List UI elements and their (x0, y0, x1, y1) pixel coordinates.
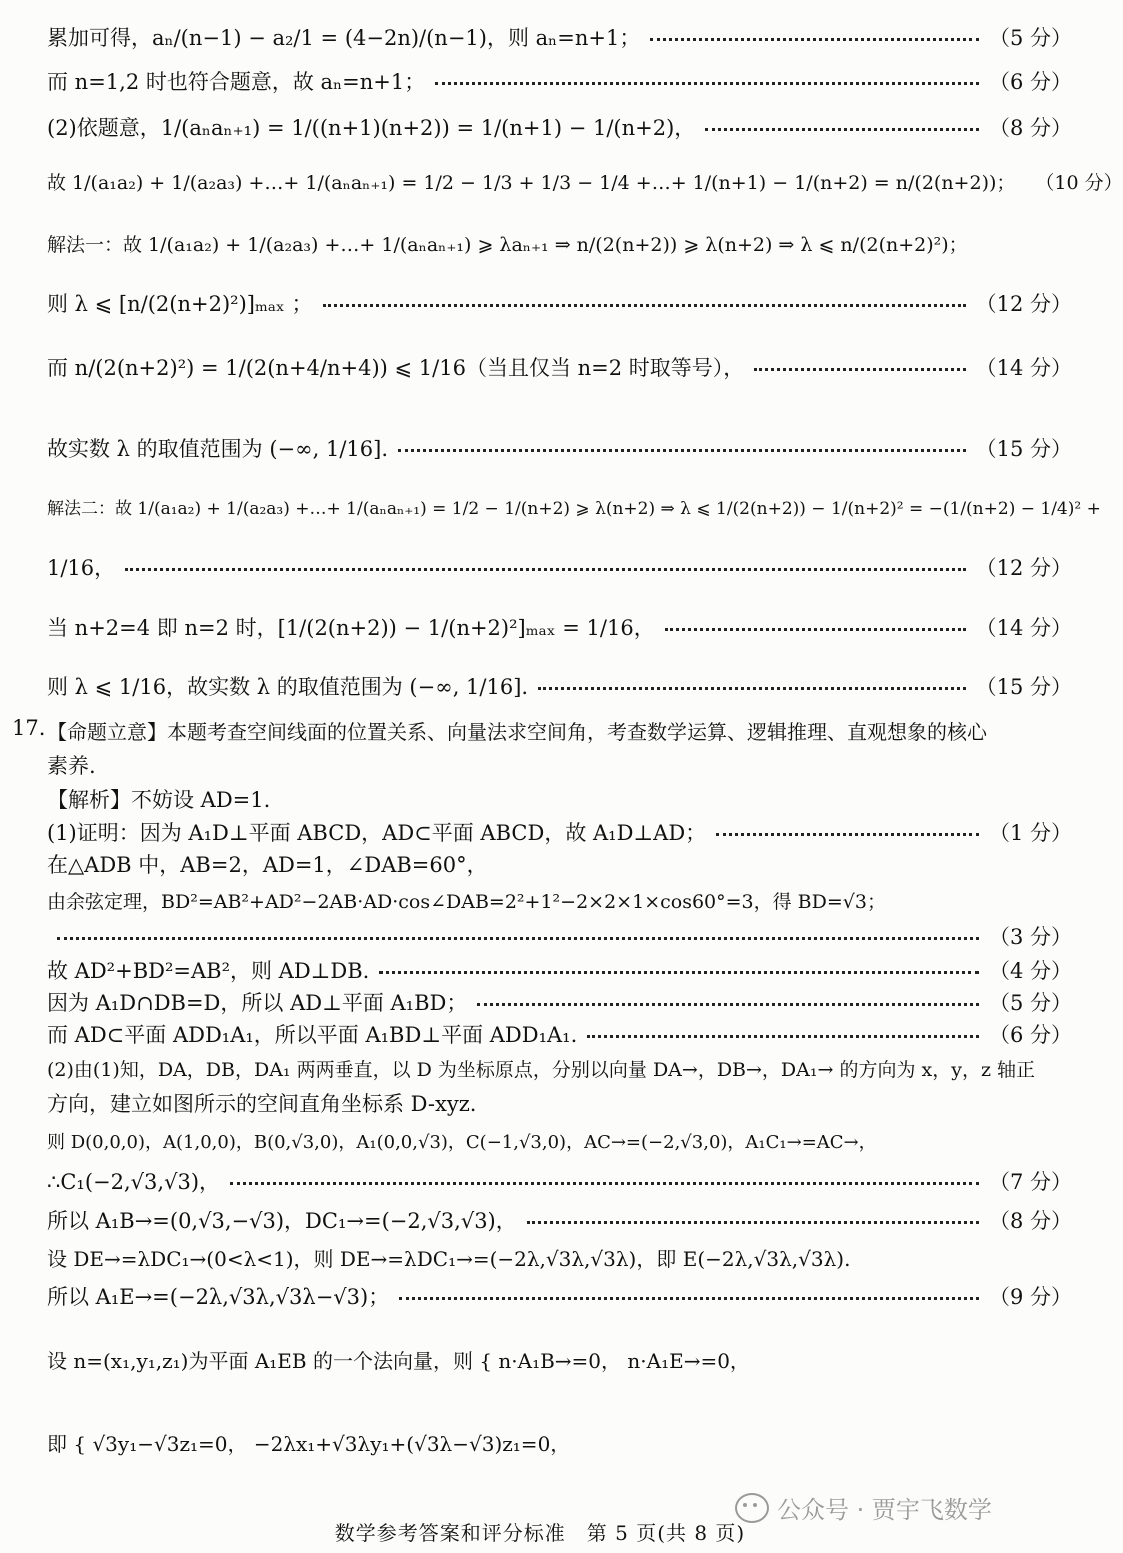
analysis-heading: 【解析】不妨设 AD=1. (47, 788, 271, 812)
score-label: （12 分） (975, 556, 1072, 580)
solution-line: 而 n=1,2 时也符合题意，故 aₙ=n+1； （6 分） (47, 66, 1072, 96)
score-label: （7 分） (988, 1170, 1072, 1194)
score-label: （9 分） (988, 1285, 1072, 1309)
watermark: 公众号 · 贾宇飞数学 (735, 1490, 992, 1525)
solution-line: 故 AD²+BD²=AB²，则 AD⊥DB. （4 分） (47, 955, 1072, 985)
solution-line: 设 DE→=λDC₁→(0<λ<1)，则 DE→=λDC₁→=(−2λ,√3λ,√3λ)，即 E(−2λ,√3λ,√3λ). (47, 1247, 851, 1271)
score-label: （3 分） (988, 925, 1072, 949)
score-label: （1 分） (988, 821, 1072, 845)
score-label: （5 分） (988, 991, 1072, 1015)
solution-line: (1)证明：因为 A₁D⊥平面 ABCD，AD⊂平面 ABCD，故 A₁D⊥AD； （1 分） (47, 817, 1072, 847)
solution-line: 而 AD⊂平面 ADD₁A₁，所以平面 A₁BD⊥平面 ADD₁A₁. （6 分） (47, 1019, 1072, 1049)
score-label: （8 分） (988, 116, 1072, 140)
solution-line: 1/16， （12 分） (47, 552, 1072, 582)
solution-line: 所以 A₁E→=(−2λ,√3λ,√3λ−√3)； （9 分） (47, 1281, 1072, 1311)
solution-line: 则 D(0,0,0)，A(1,0,0)，B(0,√3,0)，A₁(0,0,√3)，C(−1,√3,0)，AC→=(−2,√3,0)，A₁C₁→=AC→， (47, 1132, 877, 1153)
score-label: （15 分） (975, 675, 1072, 699)
solution-line: 故实数 λ 的取值范围为 (−∞, 1/16]. （15 分） (47, 433, 1072, 463)
solution-line (47, 921, 1072, 951)
solution-line: 则 λ ⩽ [n/(2(n+2)²)]ₘₐₓ ； （12 分） (47, 288, 1072, 318)
solution-line: (2)由(1)知，DA，DB，DA₁ 两两垂直，以 D 为坐标原点，分别以向量 DA→，DB→，DA₁→ 的方向为 x，y，z 轴正 (47, 1059, 1036, 1081)
solution-line: 解法二：故 1/(a₁a₂) + 1/(a₂a₃) +…+ 1/(aₙaₙ₊₁) = 1/2 − 1/(n+2) ⩾ λ(n+2) ⇒ λ ⩽ 1/(2(n+2)) − 1/(n+2)² = −(1/(n+2) − 1/4)² + (47, 499, 1101, 519)
solution-line: (2)依题意，1/(aₙaₙ₊₁) = 1/((n+1)(n+2)) = 1/(n+1) − 1/(n+2)， （8 分） (47, 112, 1072, 142)
solution-line: 累加可得，aₙ/(n−1) − a₂/1 = (4−2n)/(n−1)，则 aₙ=n+1； （5 分） (47, 22, 1072, 52)
score-label: （4 分） (988, 959, 1072, 983)
intent-line: 【命题立意】本题考查空间线面的位置关系、向量法求空间角，考查数学运算、逻辑推理、直观想象的核心 (47, 720, 987, 744)
page-footer: 数学参考答案和评分标准 第 5 页(共 8 页) (334, 1521, 746, 1545)
solution-line: 因为 A₁D∩DB=D，所以 AD⊥平面 A₁BD； （5 分） (47, 987, 1072, 1017)
score-label: （14 分） (975, 356, 1072, 380)
solution-line: 解法一：故 1/(a₁a₂) + 1/(a₂a₃) +…+ 1/(aₙaₙ₊₁) ⩾ λaₙ₊₁ ⇒ n/(2(n+2)) ⩾ λ(n+2) ⇒ λ ⩽ n/(2(n+2)²)； (47, 234, 968, 256)
score-label: （15 分） (975, 437, 1072, 461)
score-label: （8 分） (988, 1209, 1072, 1233)
score-label: （5 分） (988, 26, 1072, 50)
solution-line: 方向，建立如图所示的空间直角坐标系 D-xyz. (47, 1092, 477, 1116)
question-number: 17. (12, 716, 46, 740)
solution-line: 在△ADB 中，AB=2，AD=1，∠DAB=60°， (47, 853, 488, 877)
score-label: （6 分） (988, 70, 1072, 94)
solution-line: 当 n+2=4 即 n=2 时，[1/(2(n+2)) − 1/(n+2)²]ₘₐₓ = 1/16， （14 分） (47, 612, 1072, 642)
intent-line: 素养. (47, 754, 96, 778)
solution-line: 而 n/(2(n+2)²) = 1/(2(n+4/n+4)) ⩽ 1/16（当且仅当 n=2 时取等号）， （14 分） (47, 352, 1072, 382)
solution-line: 即 { √3y₁−√3z₁=0， −2λx₁+√3λy₁+(√3λ−√3)z₁=0， (47, 1432, 571, 1456)
score-label: （14 分） (975, 616, 1072, 640)
score-label: （6 分） (988, 1023, 1072, 1047)
solution-line: 所以 A₁B→=(0,√3,−√3)，DC₁→=(−2,√3,√3)， （8 分） (47, 1205, 1072, 1235)
solution-line: 则 λ ⩽ 1/16，故实数 λ 的取值范围为 (−∞, 1/16]. （15 分） (47, 671, 1072, 701)
solution-line: ∴C₁(−2,√3,√3)， （7 分） (47, 1166, 1072, 1196)
score-label: （10 分） (1035, 172, 1123, 194)
solution-line: 故 1/(a₁a₂) + 1/(a₂a₃) +…+ 1/(aₙaₙ₊₁) = 1/2 − 1/3 + 1/3 − 1/4 +…+ 1/(n+1) − 1/(n+2) = n/(2(n+2))； （10 分） (47, 168, 1072, 195)
solution-line: 设 n=(x₁,y₁,z₁)为平面 A₁EB 的一个法向量，则 { n·A₁B→=0， n·A₁E→=0， (47, 1349, 750, 1373)
score-label: （12 分） (975, 292, 1072, 316)
solution-line: 由余弦定理，BD²=AB²+AD²−2AB·AD·cos∠DAB=2²+1²−2×2×1×cos60°=3，得 BD=√3； (47, 891, 886, 913)
